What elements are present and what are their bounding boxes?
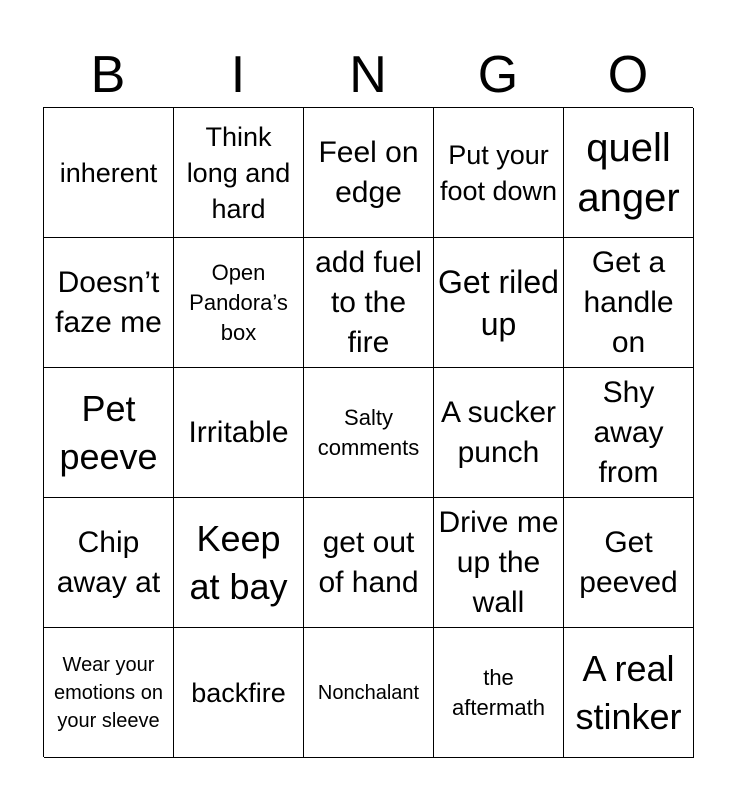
- cell-text: Drive me up the wall: [438, 505, 559, 619]
- cell-text: Think long and hard: [186, 121, 291, 224]
- bingo-cell[interactable]: [174, 108, 304, 238]
- cell-text: Nonchalant: [317, 681, 420, 704]
- cell-text: Get a handle on: [583, 245, 674, 359]
- cell-text: Put your foot down: [439, 139, 558, 206]
- cell-text: inherent: [59, 157, 158, 188]
- bingo-header: [43, 42, 693, 108]
- cell-text: backfire: [191, 677, 286, 708]
- bingo-cell[interactable]: [564, 238, 694, 368]
- header-letter-n: N: [349, 46, 387, 104]
- bingo-board: [43, 107, 693, 757]
- cell-text: Feel on edge: [318, 135, 419, 209]
- cell-text: Wear your emotions on your sleeve: [54, 653, 163, 732]
- cell-text: Pet peeve: [59, 387, 158, 477]
- bingo-cell[interactable]: [174, 498, 304, 628]
- cell-text: Get peeved: [579, 525, 678, 599]
- bingo-cell[interactable]: [564, 108, 694, 238]
- bingo-cell[interactable]: [434, 368, 564, 498]
- cell-text: Keep at bay: [189, 517, 288, 607]
- cell-text: Doesn’t faze me: [55, 265, 162, 339]
- header-letter-b: B: [90, 46, 126, 104]
- cell-text: Shy away from: [593, 375, 664, 489]
- cell-text: A sucker punch: [440, 395, 557, 469]
- bingo-cell[interactable]: [174, 628, 304, 758]
- bingo-cell[interactable]: [44, 498, 174, 628]
- cell-text: Open Pandora’s box: [189, 259, 288, 345]
- bingo-cell[interactable]: [434, 108, 564, 238]
- cell-text: the aftermath: [452, 664, 545, 720]
- bingo-cell[interactable]: [304, 108, 434, 238]
- bingo-cell[interactable]: [434, 498, 564, 628]
- bingo-cell[interactable]: [44, 238, 174, 368]
- bingo-cell[interactable]: [564, 628, 694, 758]
- cell-text: quell anger: [577, 125, 680, 220]
- bingo-cell[interactable]: [304, 238, 434, 368]
- cell-text: Get riled up: [438, 263, 559, 342]
- cell-text: Salty comments: [317, 404, 420, 460]
- bingo-cell[interactable]: [44, 108, 174, 238]
- cell-text: A real stinker: [575, 647, 682, 737]
- cell-text: add fuel to the fire: [315, 245, 422, 359]
- bingo-cell[interactable]: [174, 368, 304, 498]
- header-letter-g: G: [477, 46, 519, 104]
- cell-text: Chip away at: [56, 525, 161, 599]
- bingo-cell[interactable]: [434, 238, 564, 368]
- bingo-cell[interactable]: [304, 628, 434, 758]
- bingo-cell[interactable]: [44, 628, 174, 758]
- header-letter-o: O: [607, 46, 649, 104]
- bingo-cell[interactable]: [434, 628, 564, 758]
- header-letter-i: I: [230, 46, 246, 104]
- bingo-cell[interactable]: [174, 238, 304, 368]
- bingo-cell[interactable]: [564, 368, 694, 498]
- bingo-cell[interactable]: [304, 498, 434, 628]
- cell-text: Irritable: [188, 415, 289, 449]
- bingo-cell[interactable]: [44, 368, 174, 498]
- bingo-cell[interactable]: [304, 368, 434, 498]
- cell-text: get out of hand: [318, 525, 419, 599]
- bingo-cell[interactable]: [564, 498, 694, 628]
